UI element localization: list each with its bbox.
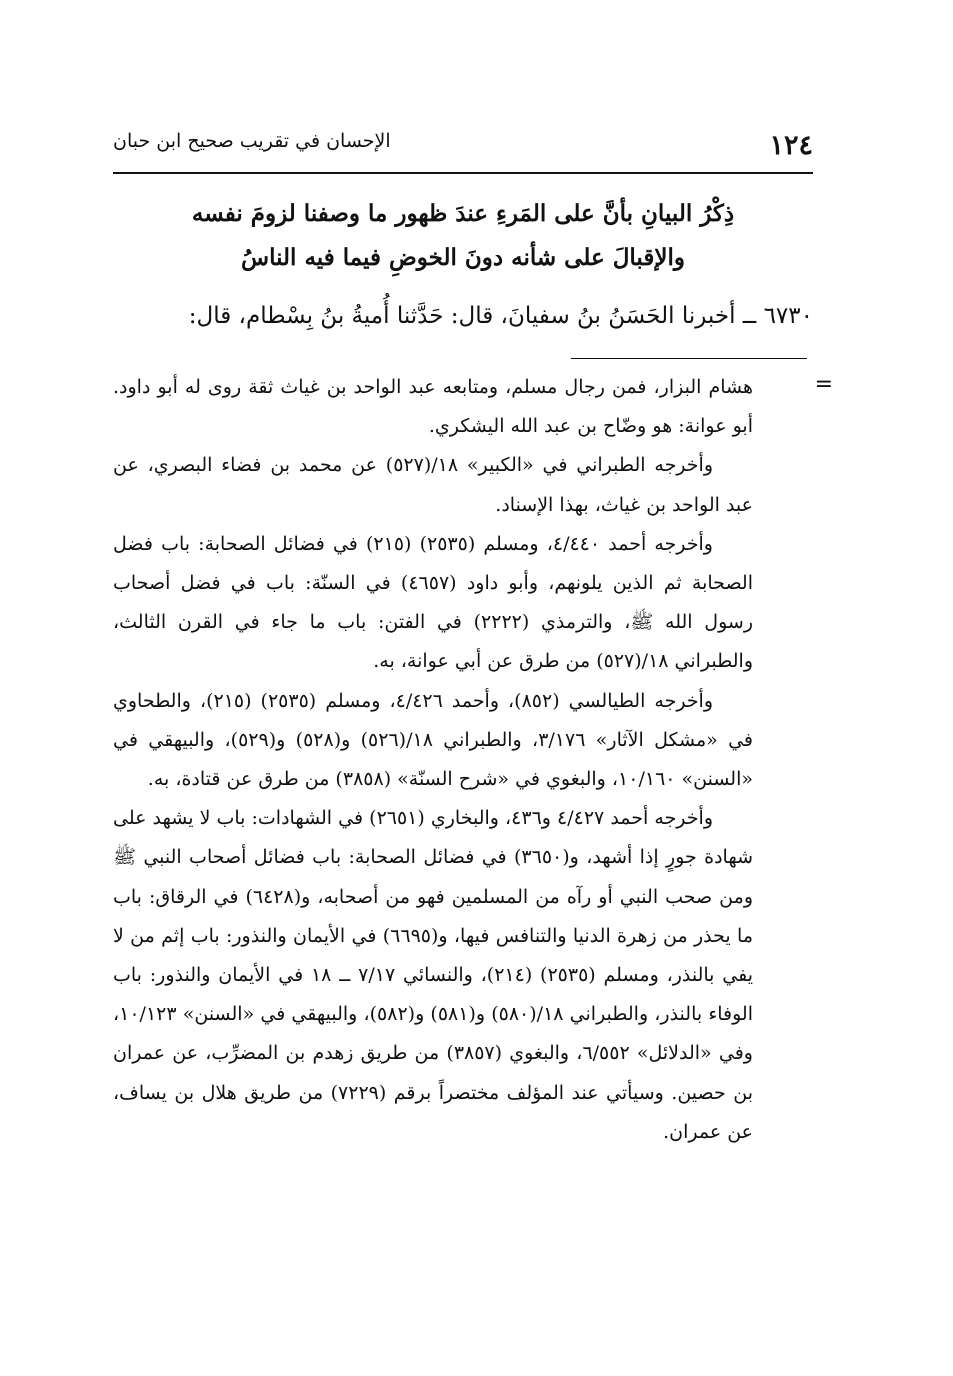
footnote-paragraph: هشام البزار، فمن رجال مسلم، ومتابعه عبد الواحد بن غياث ثقة روى له أبو داود. أبو عوانة: هو وضّاح بن عبد الله اليشكري. xyxy=(113,376,753,438)
footnote-paragraph: وأخرجه أحمد ٤/٤٢٧ و٤٣٦، والبخاري (٢٦٥١) في الشهادات: باب لا يشهد على شهادة جورٍ إذا أشهد، و(٣٦٥٠) في فضائل الصحابة: باب فضائل أصحاب النبي ﷺ ومن صحب النبي أو رآه من المسلمين فهو من أصحابه، و(٦٤٢٨) في الرقاق: باب ما يحذر من زهرة الدنيا والتنافس فيها، و(٦٦٩٥) في الأيمان والنذور: باب إثم من لا يفي بالنذر، ومسلم (٢٥٣٥) (٢١٤)، والنسائي ٧/١٧ ــ ١٨ في الأيمان والنذور: باب الوفاء بالنذر، والطبراني ١٨/(٥٨٠) و(٥٨١) و(٥٨٢)، والبيهقي في «السنن» ١٠/١٢٣، وفي «الدلائل» ٦/٥٥٢، والبغوي (٣٨٥٧) من طريق زهدم بن المضرِّب، عن عمران بن حصين. وسيأتي عند المؤلف مختصراً برقم (٧٢٢٩) من طريق هلال بن يساف، عن عمران. xyxy=(113,807,754,1143)
page-number: ١٢٤ xyxy=(769,130,813,161)
footnote-paragraph: وأخرجه الطيالسي (٨٥٢)، وأحمد ٤/٤٢٦، ومسلم (٢٥٣٥) (٢١٥)، والطحاوي في «مشكل الآثار» ٣/١٧٦، والطبراني ١٨/(٥٢٦) و(٥٢٨) و(٥٢٩)، والبيهقي في «السنن» ١٠/١٦٠، والبغوي في «شرح السنّة» (٣٨٥٨) من طرق عن قتادة، به. xyxy=(113,689,754,791)
page-header xyxy=(113,126,813,170)
chapter-heading-line-2: والإقبالَ على شأنه دونَ الخوضِ فيما فيه الناسُ xyxy=(241,244,685,271)
hadith-text: ٦٧٣٠ ــ أخبرنا الحَسَنُ بنُ سفيانَ، قال: حَدَّثنا أُميةُ بنُ بِسْطام، قال: xyxy=(188,303,813,329)
footnote-separator xyxy=(571,358,807,359)
header-rule xyxy=(113,172,813,174)
footnotes xyxy=(113,368,753,1152)
footnote-paragraph: وأخرجه أحمد ٤/٤٤٠، ومسلم (٢٥٣٥) (٢١٥) في فضائل الصحابة: باب فضل الصحابة ثم الذين يلونهم، وأبو داود (٤٦٥٧) في السنّة: باب في فضل أصحاب رسول الله ﷺ، والترمذي (٢٢٢٢) في الفتن: باب ما جاء في القرن الثالث، والطبراني ١٨/(٥٢٧) من طرق عن أبي عوانة، به. xyxy=(113,532,754,673)
chapter-heading-line-1: ذِكْرُ البيانِ بأنَّ على المَرءِ عندَ ظهور ما وصفنا لزومَ نفسه xyxy=(191,200,735,227)
chapter-heading xyxy=(113,192,813,280)
footnote-paragraph: وأخرجه الطبراني في «الكبير» ١٨/(٥٢٧) عن محمد بن فضاء البصري، عن عبد الواحد بن غياث، بهذا الإسناد. xyxy=(113,454,753,516)
footnote-continuation-mark: = xyxy=(814,372,833,397)
running-title: الإحسان في تقريب صحيح ابن حبان xyxy=(113,130,391,152)
